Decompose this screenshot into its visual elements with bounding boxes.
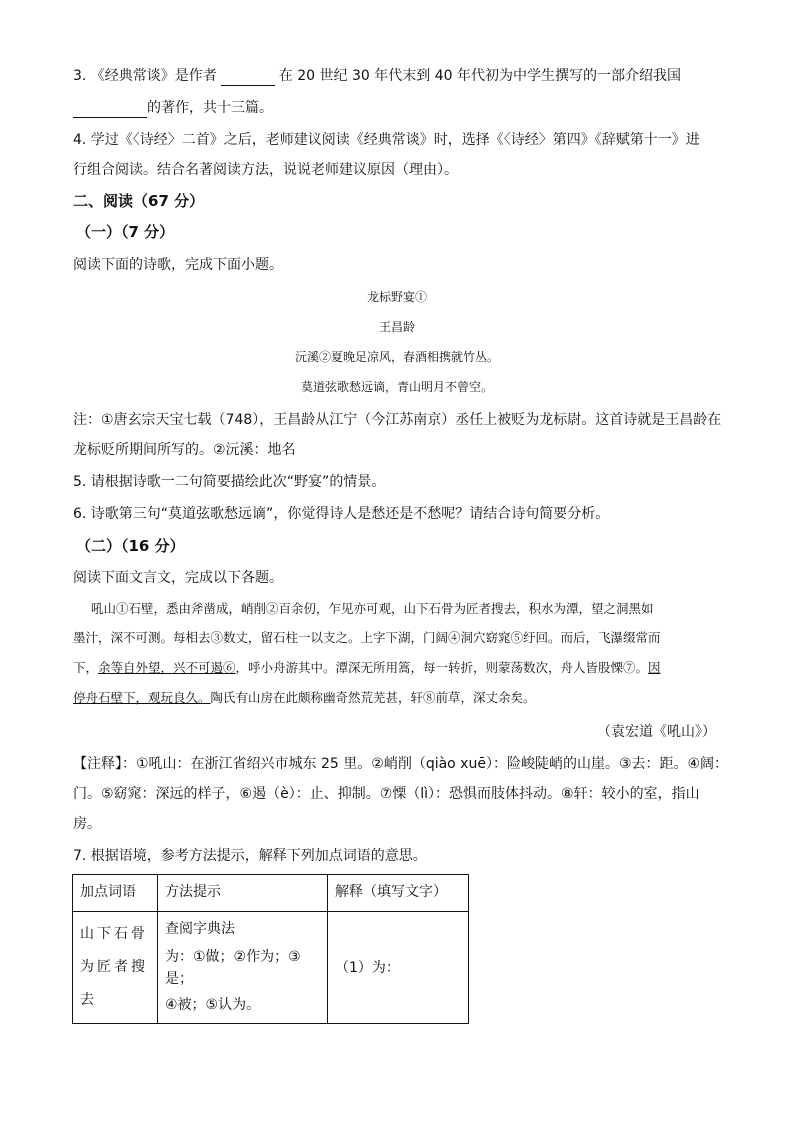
header-word: 加点词语 (73, 875, 158, 912)
question-7: 7. 根据语境，参考方法提示，解释下列加点词语的意思。 (73, 848, 427, 864)
q3-blank-author[interactable] (221, 71, 275, 86)
vocab-table-header (73, 875, 469, 912)
poem-author: 王昌龄 (378, 320, 415, 334)
notes-2-line2: 门。⑤窈窕：深远的样子，⑥遏（è）：止、抑制。⑦慄（lì）：恐惧而肢体抖动。⑧轩：较小的室，指山 (73, 786, 700, 802)
prose-underlined-sentence-2-end: 停舟石壁下，观玩良久。 (73, 690, 211, 705)
question-3 (73, 66, 681, 86)
prose-line-3 (73, 659, 721, 677)
subsection-1-instruction: 阅读下面的诗歌，完成下面小题。 (73, 257, 283, 273)
header-answer: 解释（填写文字） (328, 875, 469, 912)
header-method: 方法提示 (158, 875, 328, 912)
q3-text-1: 3. 《经典常谈》是作者 (73, 68, 217, 84)
q3-text-2: 在 20 世纪 30 年代末到 40 年代初为中学生撰写的一部介绍我国 (278, 68, 681, 84)
notes-2-line3: 房。 (73, 816, 101, 832)
table-row (73, 912, 469, 1024)
poem-line-1: 沅溪②夏晚足凉风，春酒相携就竹丛。 (294, 350, 499, 364)
vocab-table (72, 874, 469, 1024)
prose-line-3-mid: ，呼小舟游其中。潭深无所用篙，每一转折，则蒙荡数次，舟人皆股慄⑦。 (235, 660, 649, 675)
prose-line-3-start: 下， (73, 660, 99, 675)
poem-note-line2: 龙标贬所期间所写的。②沅溪：地名 (73, 442, 296, 458)
subsection-2-instruction: 阅读下面文言文，完成以下各题。 (73, 570, 283, 586)
row-method-title: 查阅字典法 (165, 921, 235, 937)
prose-line-1: 吼山①石壁，悉由斧凿成，峭削②百余仞，乍见亦可观，山下石骨为匠者搜去，积水为潭，望之洞黑如 (91, 601, 654, 616)
notes-2-line1: 【注释】：①吼山：在浙江省绍兴市城东 25 里。②峭削（qiào xuē）：险峻陡峭的山崖。③去：距。④阔： (73, 756, 729, 772)
row-answer-cell[interactable] (328, 912, 469, 1024)
row-method (158, 912, 328, 1024)
subsection-2-title: （二）（16 分） (76, 537, 185, 555)
poem-line-2: 莫道弦歌愁远谪，青山明月不曾空。 (300, 380, 493, 394)
poem-title: 龙标野宴① (366, 290, 427, 304)
subsection-1-title: （一）（7 分） (76, 223, 175, 241)
question-6: 6. 诗歌第三句“莫道弦歌愁远谪”，你觉得诗人是愁还是不愁呢？请结合诗句简要分析。 (73, 506, 610, 522)
row-answer-label: （1）为： (335, 959, 400, 976)
q3-text-3: 的著作，共十三篇。 (147, 100, 273, 116)
row-word: 山下石骨为匠者搜去 (73, 912, 158, 1024)
poem-note-line1: 注：①唐玄宗天宝七载（748），王昌龄从江宁（今江苏南京）丞任上被贬为龙标尉。这首诗就是王昌龄在 (73, 412, 722, 428)
prose-line-2: 墨汁，深不可测。每相去③数丈，留石柱一以支之。上字下湖，门阔④洞穴窈窕⑤纡回。而后，飞瀑缀常而 (73, 630, 661, 645)
prose-line-4 (73, 689, 721, 707)
question-4-line2: 行组合阅读。结合名著阅读方法，说说老师建议原因（理由）。 (73, 162, 458, 178)
prose-underlined-sentence-2-start: 因 (648, 660, 661, 675)
question-3-cont (73, 98, 273, 118)
question-5: 5. 请根据诗歌一二句简要描绘此次“野宴”的情景。 (73, 474, 386, 490)
prose-underlined-sentence-1: 余等自外望，兴不可遏⑥ (98, 660, 236, 675)
row-method-line1: 为：①做；②作为；③是； (165, 949, 301, 987)
q3-blank-topic[interactable] (73, 103, 147, 118)
section-heading-reading: 二、阅读（67 分） (73, 192, 205, 210)
prose-line-4-rest: 陶氏有山房在此颇称幽奇然荒芜甚，轩⑧前草，深丈余矣。 (210, 690, 536, 705)
prose-source: （袁宏道《吼山》） (597, 724, 716, 740)
row-method-line2: ④被；⑤认为。 (165, 997, 261, 1013)
question-4-line1: 4. 学过《〈诗经〉二首》之后，老师建议阅读《经典常谈》时，选择《〈诗经〉第四》《辞赋第十一》进 (73, 132, 700, 148)
